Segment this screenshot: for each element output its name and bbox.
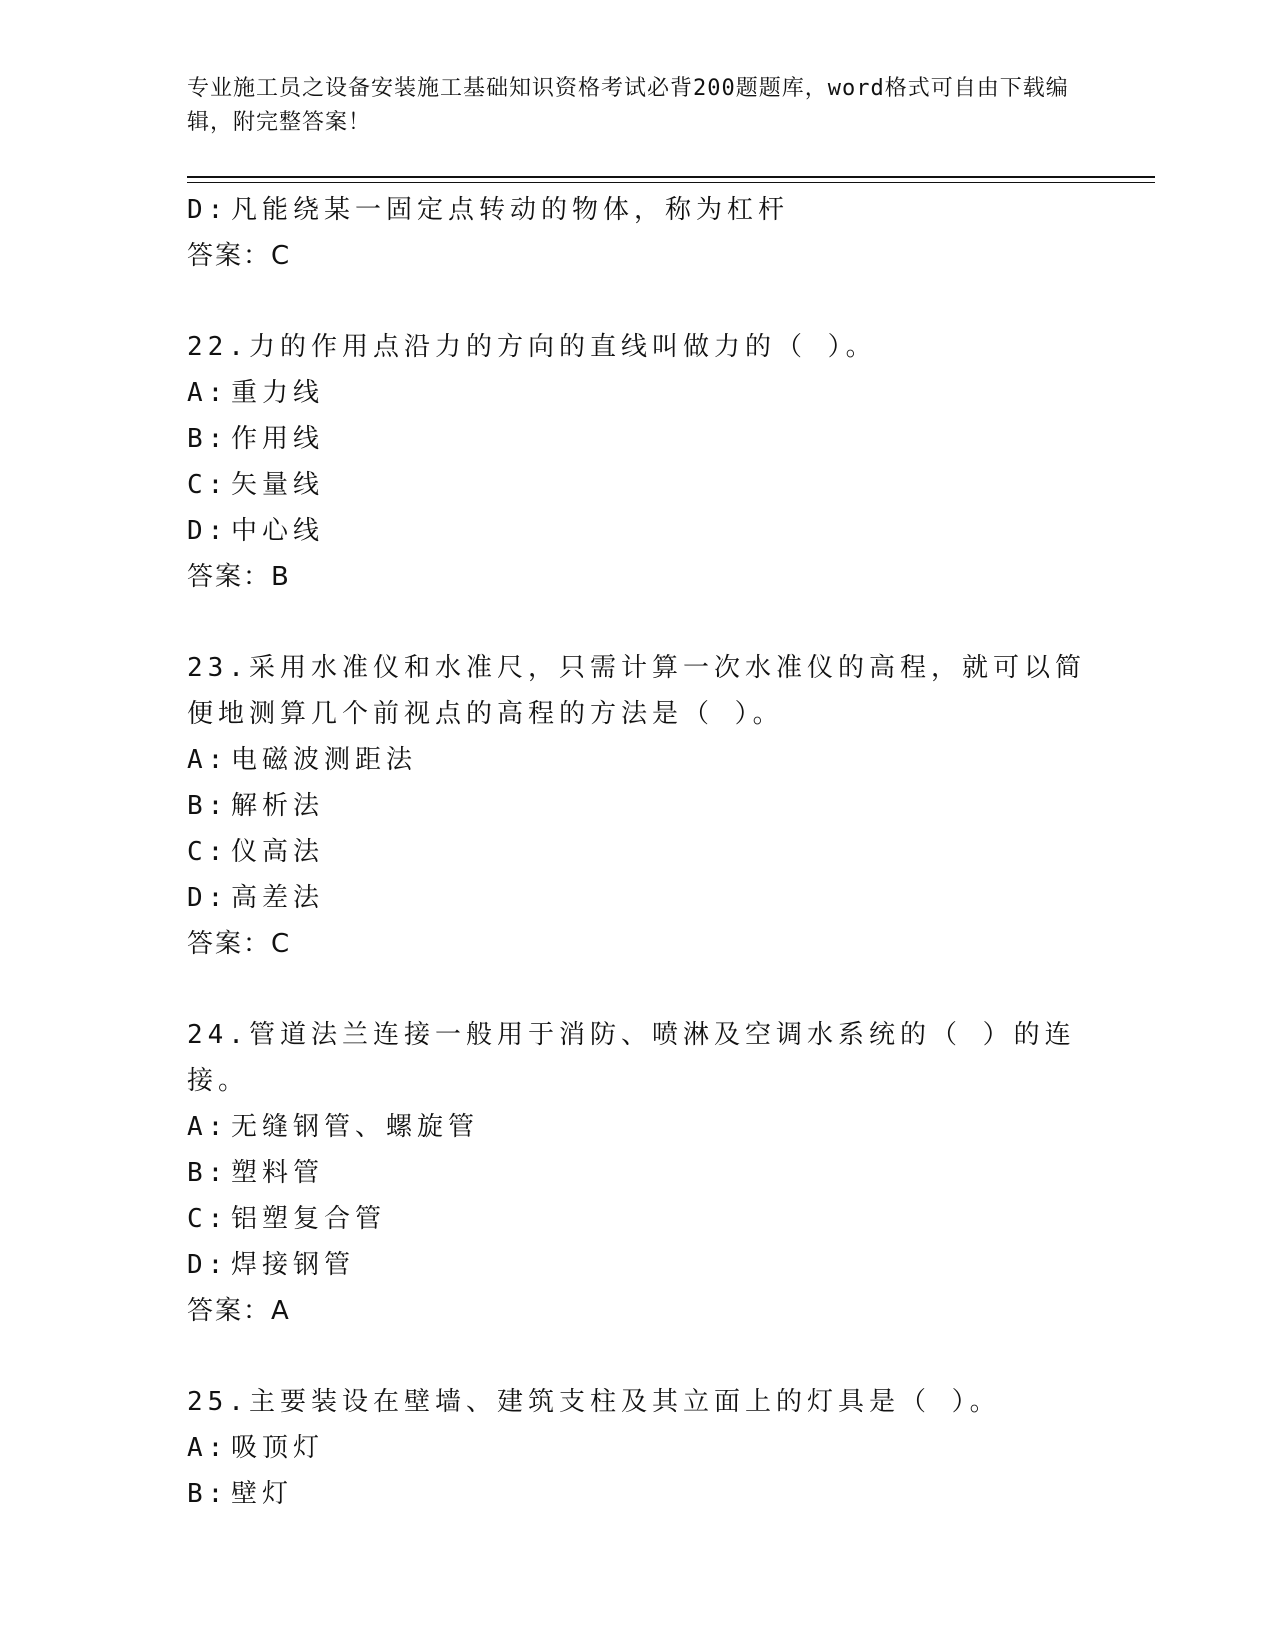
option-text: 矢量线 (231, 470, 325, 500)
option-key: B: (187, 791, 229, 821)
question-text: 管道法兰连接一般用于消防、喷淋及空调水系统的（ ）的连接。 (187, 1020, 1076, 1096)
option-key: A: (187, 378, 229, 408)
option-text: 凡能绕某一固定点转动的物体，称为杠杆 (231, 195, 790, 225)
question-spacer (187, 279, 1107, 324)
option-key: D: (187, 883, 229, 913)
question-spacer (187, 967, 1107, 1012)
question-stem (187, 324, 1087, 370)
option-row (187, 829, 1107, 875)
question-number: 22. (187, 332, 249, 362)
question-text: 主要装设在壁墙、建筑支柱及其立面上的灯具是（ ）。 (248, 1387, 1001, 1417)
option-row (187, 737, 1107, 783)
option-row (187, 187, 1107, 233)
option-text: 铝塑复合管 (231, 1204, 387, 1234)
option-text: 吸顶灯 (231, 1433, 325, 1463)
question-stem (187, 1379, 1087, 1425)
option-text: 塑料管 (231, 1158, 325, 1188)
option-key: D: (187, 516, 229, 546)
answer-line: 答案：B (187, 562, 291, 592)
option-key: C: (187, 470, 229, 500)
header-divider-thick (187, 176, 1155, 178)
question-spacer (187, 1334, 1107, 1379)
question-list (187, 187, 1107, 1517)
question-stem (187, 1012, 1087, 1104)
option-text: 高差法 (231, 883, 325, 913)
option-text: 重力线 (231, 378, 325, 408)
option-row (187, 1425, 1107, 1471)
option-key: A: (187, 745, 229, 775)
option-row (187, 370, 1107, 416)
option-row (187, 1196, 1107, 1242)
option-key: B: (187, 1479, 229, 1509)
question-number: 23. (187, 653, 249, 683)
answer-line: 答案：A (187, 1296, 291, 1326)
option-row (187, 416, 1107, 462)
option-row (187, 1104, 1107, 1150)
header-divider-thin (187, 182, 1155, 183)
option-key: C: (187, 1204, 229, 1234)
option-key: B: (187, 1158, 229, 1188)
option-text: 壁灯 (231, 1479, 294, 1509)
question-number: 25. (187, 1387, 249, 1417)
option-key: D: (187, 195, 229, 225)
option-row (187, 1242, 1107, 1288)
option-row (187, 462, 1107, 508)
option-key: A: (187, 1433, 229, 1463)
option-text: 作用线 (231, 424, 325, 454)
option-key: B: (187, 424, 229, 454)
option-row (187, 783, 1107, 829)
option-key: C: (187, 837, 229, 867)
option-row (187, 508, 1107, 554)
option-text: 中心线 (231, 516, 325, 546)
option-key: D: (187, 1250, 229, 1280)
question-text: 力的作用点沿力的方向的直线叫做力的（ ）。 (248, 332, 877, 362)
option-text: 解析法 (231, 791, 325, 821)
option-text: 电磁波测距法 (231, 745, 418, 775)
option-key: A: (187, 1112, 229, 1142)
page-header-title: 专业施工员之设备安装施工基础知识资格考试必背200题题库，word格式可自由下载编辑，附完整答案！ (187, 76, 1069, 135)
option-row (187, 1471, 1107, 1517)
question-stem (187, 645, 1087, 737)
answer-line: 答案：C (187, 241, 292, 271)
option-text: 无缝钢管、螺旋管 (231, 1112, 480, 1142)
option-row (187, 875, 1107, 921)
option-row (187, 1150, 1107, 1196)
option-text: 焊接钢管 (231, 1250, 356, 1280)
question-spacer (187, 600, 1107, 645)
question-text: 采用水准仪和水准尺，只需计算一次水准仪的高程，就可以简便地测算几个前视点的高程的方法是（ ）。 (187, 653, 1086, 729)
question-number: 24. (187, 1020, 249, 1050)
option-text: 仪高法 (231, 837, 325, 867)
answer-line: 答案：C (187, 929, 292, 959)
